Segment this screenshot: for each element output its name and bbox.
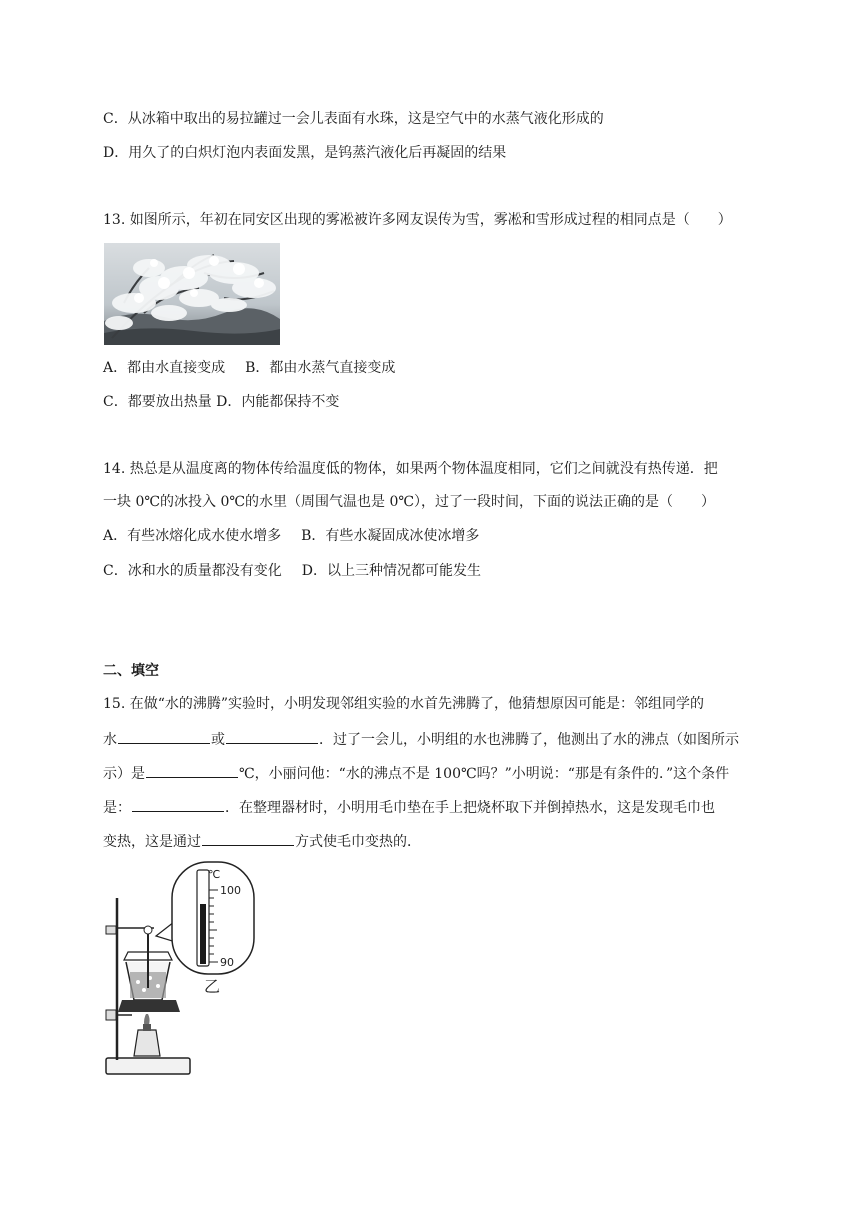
q15-text: 水 [103,732,117,748]
answer-blank-1[interactable] [118,729,210,744]
answer-blank-2[interactable] [226,729,318,744]
q13-options-ab [103,358,395,378]
q12-option-c: C．从冰箱中取出的易拉罐过一会儿表面有水珠，这是空气中的水蒸气液化形成的 [103,111,604,127]
q15-line3 [103,763,729,784]
q13-option-d: D．内能都保持不变 [216,394,340,410]
q15-text: ．在整理器材时，小明用毛巾垫在手上把烧杯取下并倒掉热水，这是发现毛巾也 [225,800,715,816]
q13-option-b: B．都由水蒸气直接变成 [245,360,396,376]
q15-line1: 15. 在做“水的沸腾”实验时，小明发现邻组实验的水首先沸腾了，他猜想原因可能是：邻组同学的 [103,696,705,712]
q14-options-cd [103,561,481,581]
q15-line4 [103,797,715,818]
q14-stem-line1: 14. 热总是从温度离的物体传给温度低的物体，如果两个物体温度相同，它们之间就没有热传递．把 [103,461,718,477]
q14-option-b: B．有些水凝固成冰使冰增多 [301,528,480,544]
q15-text: ℃，小丽问他：“水的沸点不是 100℃吗？”小明说：“那是有条件的．”这个条件 [239,766,730,782]
q14-option-a: A．有些冰熔化成水使水增多 [103,528,282,544]
boiling-apparatus-figure [104,860,256,1080]
q15-text: 示）是 [103,766,145,782]
tick-label-100: 100 [220,884,241,897]
q15-text: ．过了一会儿，小明组的水也沸腾了，他测出了水的沸点（如图所示 [319,732,739,748]
q15-text: 或 [211,732,225,748]
q13-stem: 13. 如图所示，年初在同安区出现的雾凇被许多网友误传为雪，雾凇和雪形成过程的相同点是（ ） [103,212,732,228]
q13-option-c: C．都要放出热量 [103,394,212,410]
frost-photo [104,243,280,345]
answer-blank-5[interactable] [202,831,294,846]
q14-option-c: C．冰和水的质量都没有变化 [103,563,282,579]
q15-line2 [103,729,739,750]
answer-blank-4[interactable] [132,797,224,812]
thermometer-unit-label: ℃ [208,868,221,881]
figure-caption: 乙 [204,977,221,996]
q14-options-ab [103,526,479,546]
q14-option-d: D．以上三种情况都可能发生 [301,563,481,579]
q15-text: 变热，这是通过 [103,834,201,850]
q14-stem-line2: 一块 0℃的冰投入 0℃的水里（周围气温也是 0℃），过了一段时间，下面的说法正确的是（ ） [103,494,716,510]
q15-line5 [103,831,421,852]
q13-option-a: A．都由水直接变成 [103,360,226,376]
q12-option-d: D．用久了的白炽灯泡内表面发黑，是钨蒸汽液化后再凝固的结果 [103,145,507,161]
q15-text: 方式使毛巾变热的． [295,834,421,850]
q13-options-cd [103,392,339,412]
section-title: 二、填空 [103,663,159,679]
tick-label-90: 90 [220,956,234,969]
answer-blank-3[interactable] [146,763,238,778]
q15-text: 是： [103,800,131,816]
